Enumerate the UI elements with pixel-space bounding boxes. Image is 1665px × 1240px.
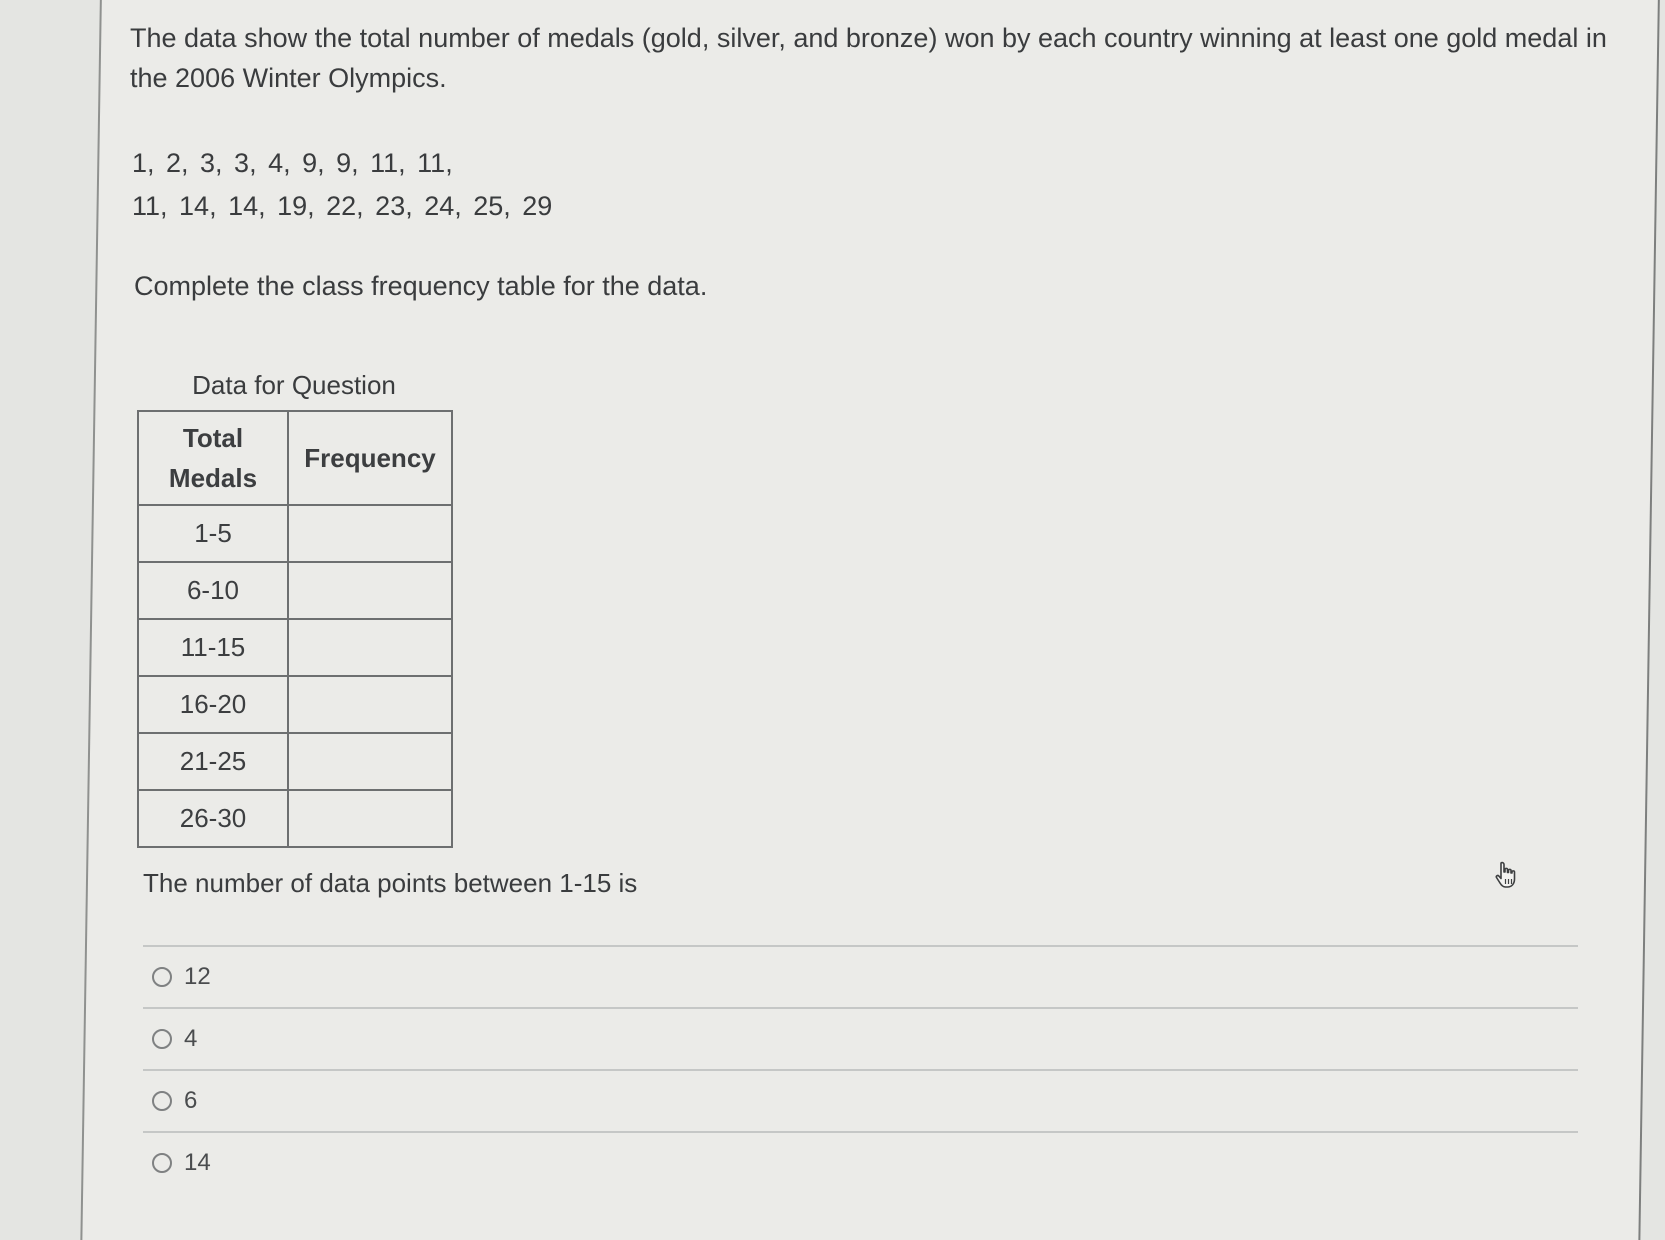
frequency-table	[137, 410, 453, 848]
radio-button[interactable]	[152, 967, 172, 987]
class-cell: 26-30	[138, 790, 288, 847]
table-row	[138, 619, 452, 676]
class-cell: 21-25	[138, 733, 288, 790]
dataset	[132, 142, 552, 228]
class-cell: 1-5	[138, 505, 288, 562]
answer-option-6[interactable]	[143, 1069, 1578, 1131]
frequency-cell	[288, 676, 452, 733]
header-frequency: Frequency	[288, 411, 452, 505]
header-total-medals-line2: Medals	[168, 463, 258, 493]
class-cell: 16-20	[138, 676, 288, 733]
answer-option-14[interactable]	[143, 1131, 1578, 1193]
frequency-cell	[288, 733, 452, 790]
radio-button[interactable]	[152, 1029, 172, 1049]
dataset-line: 1, 2, 3, 3, 4, 9, 9, 11, 11,	[132, 148, 453, 178]
radio-button[interactable]	[152, 1091, 172, 1111]
hand-pointer-icon	[1492, 860, 1522, 890]
option-label: 14	[184, 1149, 211, 1176]
table-caption: Data for Question	[192, 370, 396, 400]
table-header-row	[138, 411, 452, 505]
problem-intro: The data show the total number of medals (gold, silver, and bronze) won by each country winning at least one gold medal in the 2006 Winter Olympics.	[130, 23, 1607, 93]
table-row	[138, 733, 452, 790]
header-total-medals	[138, 411, 288, 505]
header-total-medals-line1: Total	[182, 423, 244, 453]
table-row	[138, 562, 452, 619]
class-cell: 6-10	[138, 562, 288, 619]
option-label: 4	[184, 1025, 198, 1052]
option-label: 6	[184, 1087, 198, 1114]
radio-button[interactable]	[152, 1153, 172, 1173]
frequency-cell	[288, 562, 452, 619]
table-row	[138, 790, 452, 847]
answer-option-12[interactable]	[143, 945, 1578, 1007]
option-label: 12	[184, 963, 211, 990]
answer-option-4[interactable]	[143, 1007, 1578, 1069]
table-row	[138, 505, 452, 562]
frequency-cell	[288, 619, 452, 676]
frequency-cell	[288, 505, 452, 562]
question-text: The number of data points between 1-15 is	[143, 868, 638, 898]
class-cell: 11-15	[138, 619, 288, 676]
frequency-cell	[288, 790, 452, 847]
table-row	[138, 676, 452, 733]
answer-options	[143, 945, 1578, 1193]
instruction-text: Complete the class frequency table for the data.	[134, 271, 708, 301]
dataset-line: 11, 14, 14, 19, 22, 23, 24, 25, 29	[132, 191, 553, 221]
